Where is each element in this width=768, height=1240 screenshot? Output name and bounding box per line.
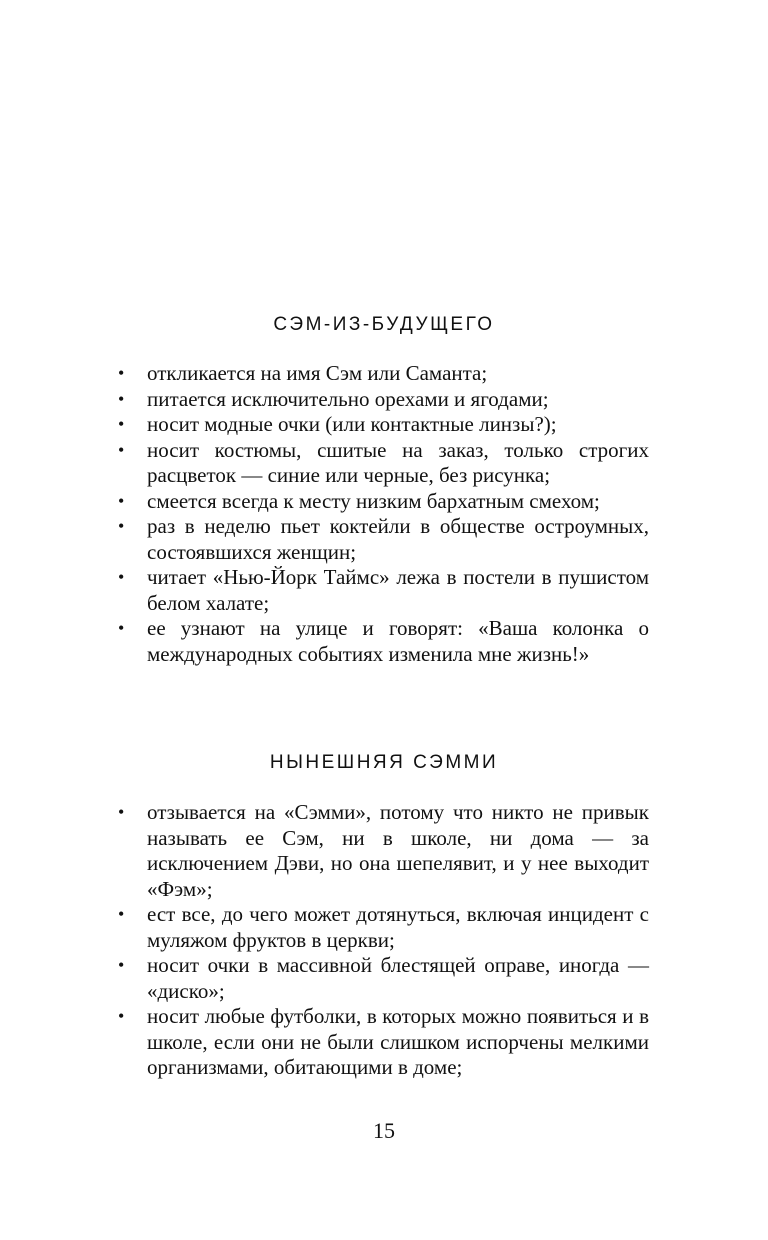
list-item-text: носит костюмы, сшитые на заказ, только строгих расцветок — синие или черные, без рисунка; xyxy=(147,437,649,487)
list-item-text: читает «Нью-Йорк Таймс» лежа в постели в пушистом белом халате; xyxy=(147,565,649,615)
bullet-icon: • xyxy=(118,388,125,409)
bullet-icon: • xyxy=(118,567,125,587)
list-item-text: ее узнают на улице и говорят: «Ваша колонка о международных событиях изменила мне жизнь!» xyxy=(147,616,649,666)
bullet-icon: • xyxy=(118,904,125,924)
bullet-icon: • xyxy=(118,414,125,434)
list-item-text: носит очки в массивной блестящей оправе, иногда — «диско»; xyxy=(147,953,649,1003)
list-item xyxy=(118,953,649,1004)
bullet-icon: • xyxy=(118,802,125,822)
bullet-icon: • xyxy=(118,490,125,511)
bullet-icon: • xyxy=(118,955,125,975)
list-item-text: отзывается на «Сэмми», потому что никто не привык называть ее Сэм, ни в школе, ни дома — за исключением Дэви, но она шепелявит, и у нее выходит «Фэм»; xyxy=(147,800,649,901)
section-title-future-sam: СЭМ-ИЗ-БУДУЩЕГО xyxy=(273,314,495,335)
list-item xyxy=(118,387,649,413)
list-item xyxy=(118,412,649,438)
list-item-text: смеется всегда к месту низким бархатным смехом; xyxy=(147,488,600,513)
list-item xyxy=(118,1004,649,1081)
list-item xyxy=(118,489,649,515)
list-item xyxy=(118,438,649,489)
list-item xyxy=(118,514,649,565)
list-item xyxy=(118,616,649,667)
future-sam-list xyxy=(118,361,649,667)
list-item xyxy=(118,800,649,902)
list-item-text: раз в неделю пьет коктейли в обществе остроумных, состоявшихся женщин; xyxy=(147,514,649,564)
bullet-icon: • xyxy=(118,516,125,536)
list-item-text: питается исключительно орехами и ягодами; xyxy=(147,386,549,411)
list-item xyxy=(118,902,649,953)
page-number: 15 xyxy=(373,1118,395,1143)
list-item-text: ест все, до чего может дотянуться, включая инцидент с муляжом фруктов в церкви; xyxy=(147,902,649,952)
bullet-icon: • xyxy=(118,1006,125,1026)
list-item-text: носит модные очки (или контактные линзы?); xyxy=(147,412,557,436)
section-title-present-sammy: НЫНЕШНЯЯ СЭММИ xyxy=(269,752,499,773)
present-sammy-list xyxy=(118,800,649,1081)
list-item-text: откликается на имя Сэм или Саманта; xyxy=(147,361,488,385)
bullet-icon: • xyxy=(118,439,125,460)
list-item xyxy=(118,565,649,616)
bullet-icon: • xyxy=(118,363,125,383)
bullet-icon: • xyxy=(118,618,125,638)
list-item-text: носит любые футболки, в которых можно появиться и в школе, если они не были слишком испорчены мелкими организмами, обитающими в доме; xyxy=(147,1004,649,1079)
list-item xyxy=(118,361,649,387)
